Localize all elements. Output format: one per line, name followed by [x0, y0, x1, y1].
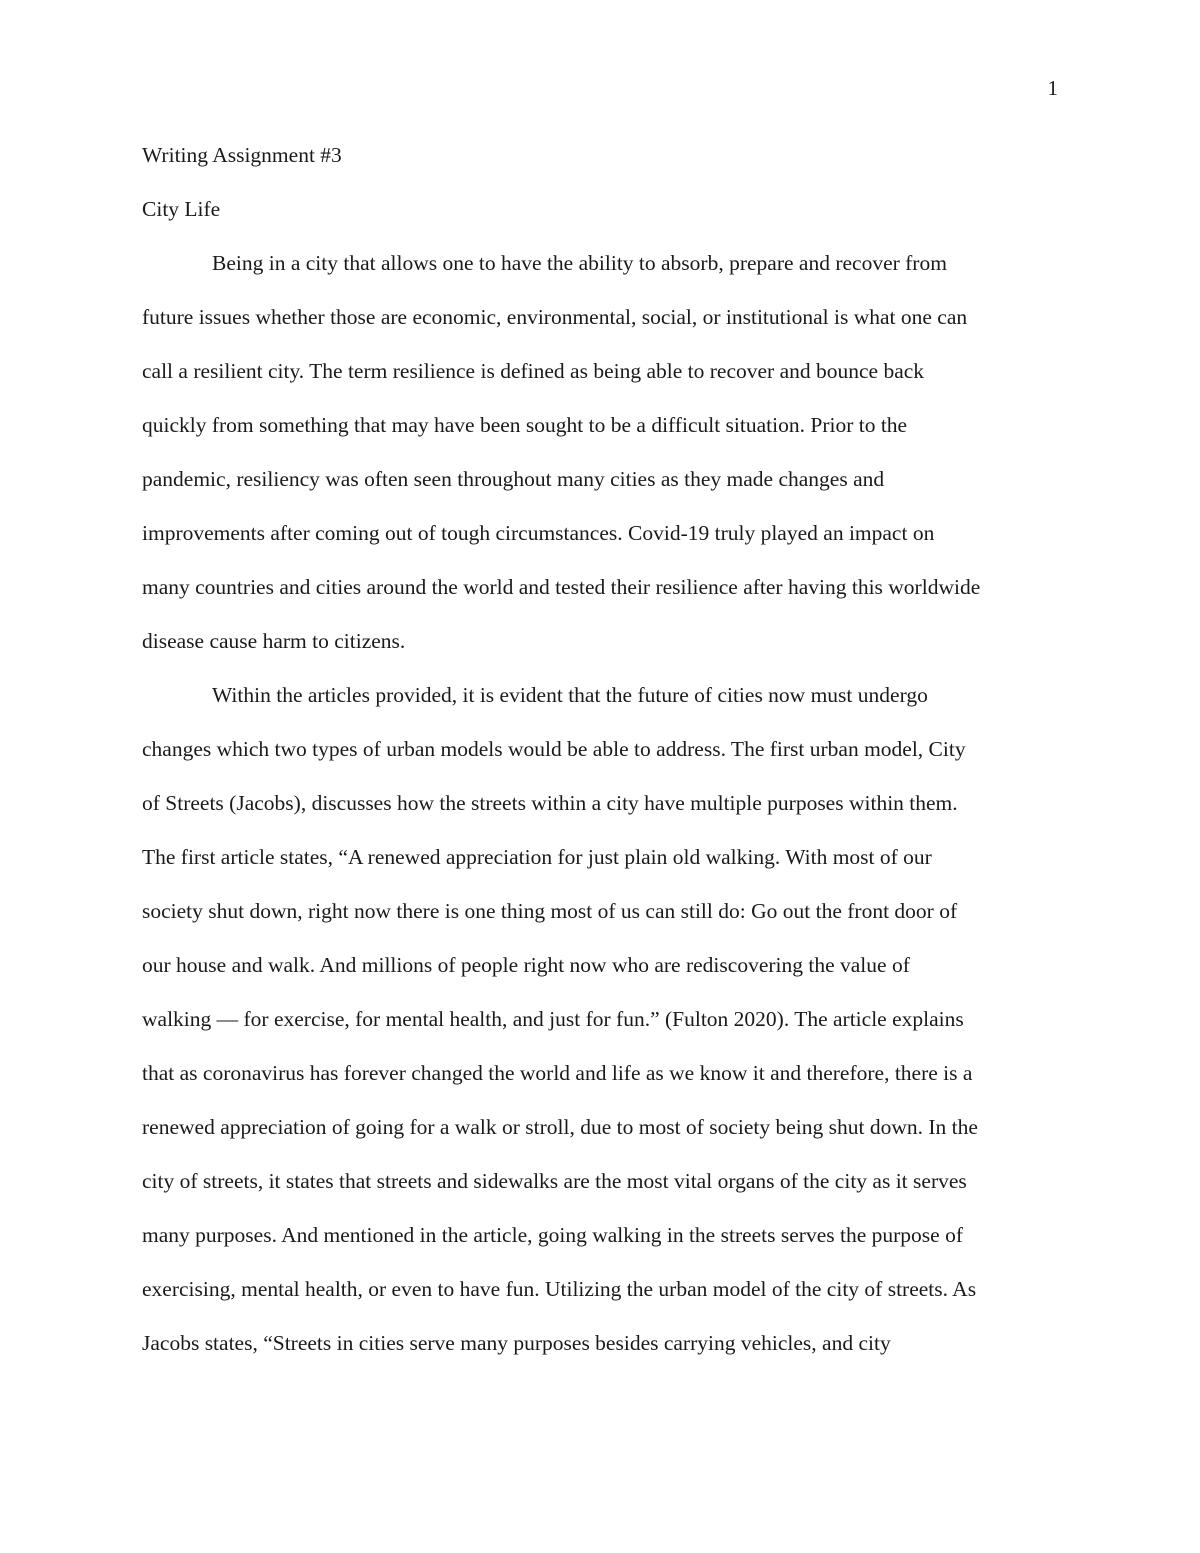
paragraph-2 — [142, 668, 1062, 1370]
paragraph-line: society shut down, right now there is one thing most of us can still do: Go out the front door of — [142, 899, 958, 923]
paragraph-line: The first article states, “A renewed appreciation for just plain old walking. With most of our — [142, 845, 932, 869]
paragraph-line: city of streets, it states that streets and sidewalks are the most vital organs of the city as it serves — [142, 1169, 967, 1193]
paragraph-line: quickly from something that may have been sought to be a difficult situation. Prior to the — [142, 413, 908, 437]
paragraph-line: improvements after coming out of tough circumstances. Covid-19 truly played an impact on — [142, 521, 935, 545]
assignment-title: Writing Assignment #3 — [142, 143, 342, 167]
paragraph-line: Jacobs states, “Streets in cities serve many purposes besides carrying vehicles, and city — [142, 1331, 891, 1355]
paragraph-line: exercising, mental health, or even to have fun. Utilizing the urban model of the city of streets. As — [142, 1277, 977, 1301]
paragraph-line: of Streets (Jacobs), discusses how the streets within a city have multiple purposes within them. — [142, 791, 958, 815]
paragraph-line: walking — for exercise, for mental health, and just for fun.” (Fulton 2020). The article explains — [142, 1007, 964, 1031]
paragraph-line: Within the articles provided, it is evident that the future of cities now must undergo — [212, 683, 928, 707]
paragraph-line: our house and walk. And millions of people right now who are rediscovering the value of — [142, 953, 910, 977]
document-body — [142, 128, 1062, 1370]
paragraph-line: many purposes. And mentioned in the article, going walking in the streets serves the purpose of — [142, 1223, 963, 1247]
paragraph-line: changes which two types of urban models would be able to address. The first urban model, City — [142, 737, 966, 761]
essay-title: City Life — [142, 197, 221, 221]
paragraph-line: renewed appreciation of going for a walk or stroll, due to most of society being shut down. In the — [142, 1115, 978, 1139]
page-number: 1 — [1047, 76, 1058, 100]
paragraph-1 — [142, 236, 1062, 668]
paragraph-line: many countries and cities around the world and tested their resilience after having this worldwide — [142, 575, 981, 599]
paragraph-line: pandemic, resiliency was often seen throughout many cities as they made changes and — [142, 467, 885, 491]
paragraph-line: future issues whether those are economic, environmental, social, or institutional is what one can — [142, 305, 968, 329]
paragraph-line: that as coronavirus has forever changed the world and life as we know it and therefore, there is a — [142, 1061, 973, 1085]
paragraph-line: call a resilient city. The term resilience is defined as being able to recover and bounce back — [142, 359, 925, 383]
paragraph-line: Being in a city that allows one to have the ability to absorb, prepare and recover from — [212, 251, 947, 275]
paragraph-line: disease cause harm to citizens. — [142, 629, 406, 653]
